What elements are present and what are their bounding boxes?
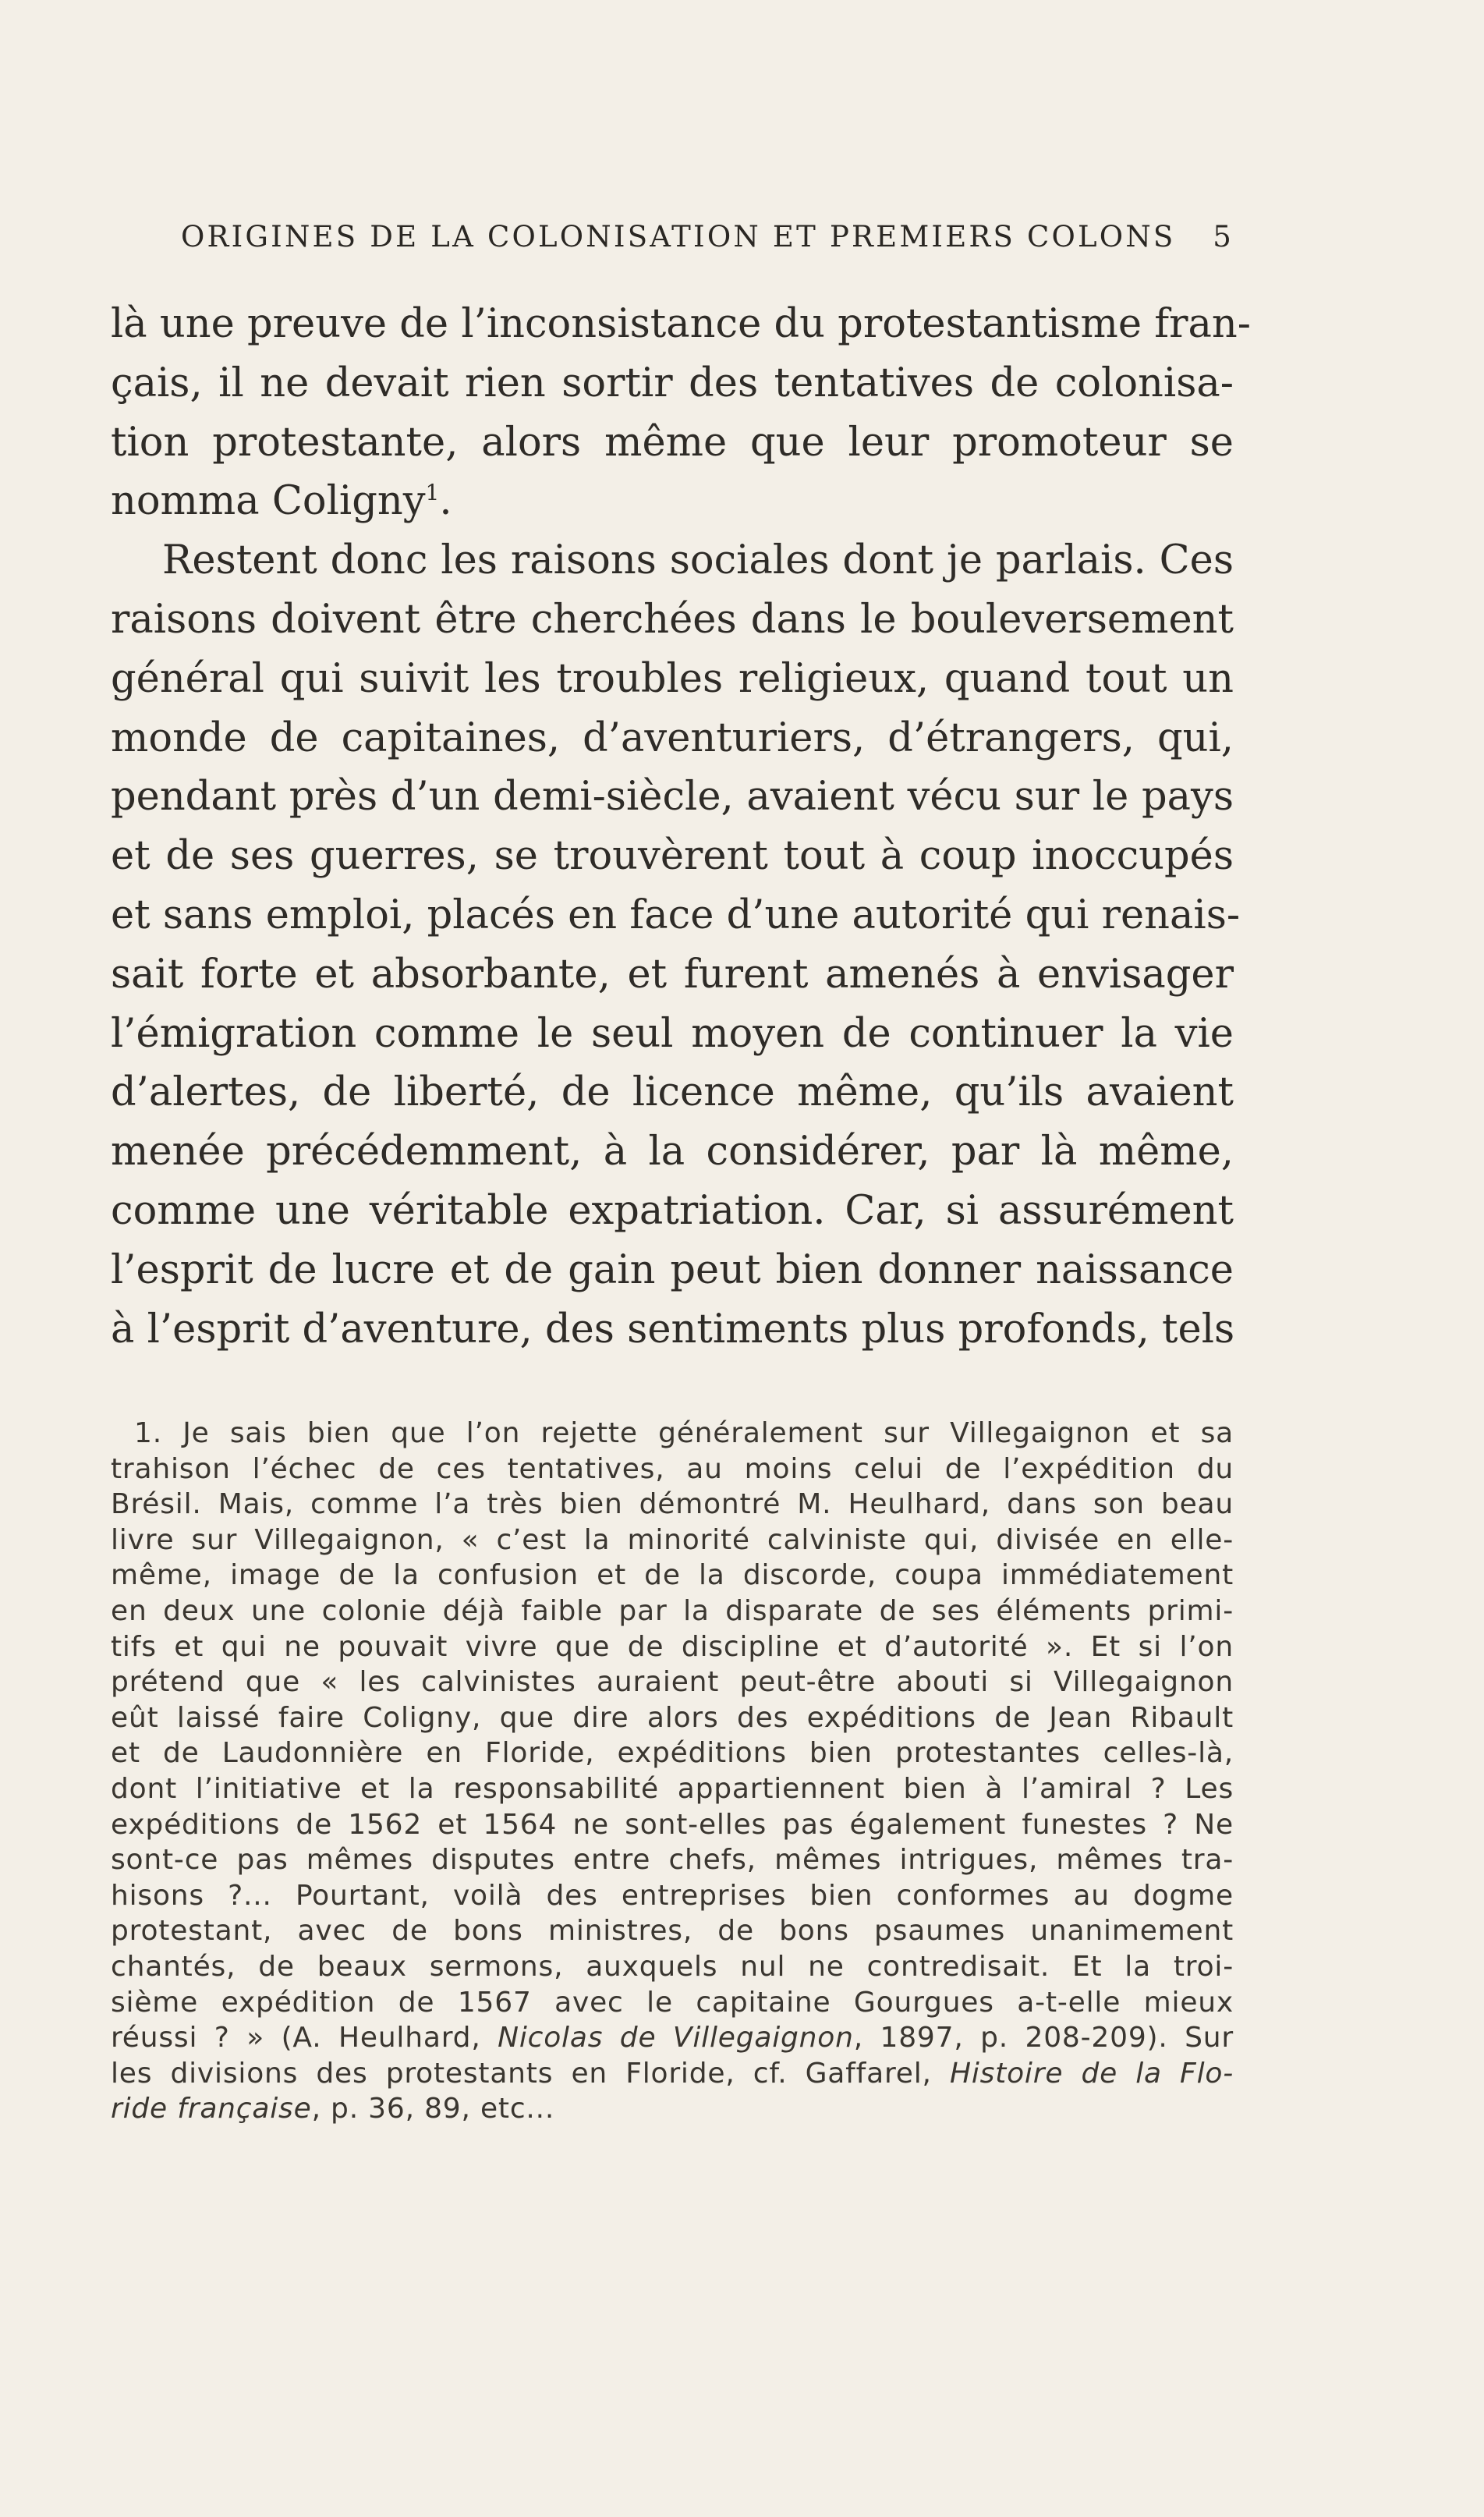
footnote-line: protestant, avec de bons ministres, de bons psaumes unanimement [111,1915,1234,1948]
body-line: pendant près d’un demi-siècle, avaient vécu sur le pays [111,774,1234,821]
body-line: sait forte et absorbante, et furent amenés à envisager [111,951,1234,998]
footnote-text: , p. 36, 89, etc... [311,2093,555,2125]
footnote-line: expéditions de 1562 et 1564 ne sont-elles pas également funestes ? Ne [111,1808,1234,1841]
body-line: Restent donc les raisons sociales dont je parlais. Ces [162,537,1234,584]
footnote-line: sont-ce pas mêmes disputes entre chefs, mêmes intrigues, mêmes tra- [111,1844,1234,1877]
footnote-text: réussi ? » (A. Heulhard, [111,2022,498,2054]
footnote-line: même, image de la confusion et de la discorde, coupa immédiatement [111,1559,1234,1592]
footnote-line: Brésil. Mais, comme l’a très bien démontré M. Heulhard, dans son beau [111,1488,1234,1521]
body-line-with-footnote-ref [111,472,1234,531]
body-line: çais, il ne devait rien sortir des tentatives de colonisa- [111,360,1234,406]
footnote-line: trahison l’échec de ces tentatives, au moins celui de l’expédition du [111,1452,1234,1485]
page-number: 5 [1213,220,1234,253]
footnote-text: , 1897, p. 208-209). Sur [853,2022,1234,2054]
footnote-reference: 1 [425,480,440,506]
footnote-line: en deux une colonie déjà faible par la disparate de ses éléments primi- [111,1594,1234,1627]
body-text [111,295,1251,1359]
body-line: et de ses guerres, se trouvèrent tout à coup inoccupés [111,833,1234,880]
book-title: ride française [111,2093,312,2125]
body-line: d’alertes, de liberté, de licence même, qu’ils avaient [111,1069,1234,1116]
body-line: menée précédemment, à la considérer, par là même, [111,1129,1234,1175]
footnote-line [111,2091,1234,2127]
footnote-line: eût laissé faire Coligny, que dire alors des expéditions de Jean Ribault [111,1701,1234,1734]
footnote-block [111,1416,1234,2127]
body-line: général qui suivit les troubles religieux, quand tout un [111,655,1234,702]
book-title: Histoire de la Flo- [949,2057,1234,2090]
running-head-title: ORIGINES DE LA COLONISATION ET PREMIERS COLONS [181,220,1176,253]
running-head [181,220,1234,259]
footnote-line: chantés, de beaux sermons, auxquels nul ne contredisait. Et la troi- [111,1950,1234,1983]
footnote-text: les divisions des protestants en Floride, cf. Gaffarel, [111,2057,950,2090]
body-line: tion protestante, alors même que leur promoteur se [111,419,1234,466]
footnote-line: dont l’initiative et la responsabilité appartiennent bien à l’amiral ? Les [111,1772,1234,1805]
footnote-line: tifs et qui ne pouvait vivre que de discipline et d’autorité ». Et si l’on [111,1630,1234,1663]
footnote-line: 1. Je sais bien que l’on rejette généralement sur Villegaignon et sa [134,1417,1234,1449]
book-title: Nicolas de Villegaignon [498,2022,854,2054]
footnote-line: prétend que « les calvinistes auraient peut-être abouti si Villegaignon [111,1666,1234,1699]
footnote-line [111,2056,1234,2092]
body-line-text: nomma Coligny [111,478,426,525]
body-line: là une preuve de l’inconsistance du protestantisme fran- [111,301,1251,347]
body-line: monde de capitaines, d’aventuriers, d’étrangers, qui, [111,714,1234,761]
body-line: comme une véritable expatriation. Car, si assurément [111,1187,1234,1234]
footnote-line: et de Laudonnière en Floride, expéditions bien protestantes celles-là, [111,1737,1234,1770]
body-line: l’esprit de lucre et de gain peut bien donner naissance [111,1246,1234,1293]
body-line: l’émigration comme le seul moyen de continuer la vie [111,1010,1234,1057]
footnote-line: livre sur Villegaignon, « c’est la minorité calviniste qui, divisée en elle- [111,1523,1234,1556]
body-line: à l’esprit d’aventure, des sentiments plus profonds, tels [111,1306,1235,1352]
body-line: et sans emploi, placés en face d’une autorité qui renais- [111,892,1241,938]
footnote-line: hisons ?... Pourtant, voilà des entreprises bien conformes au dogme [111,1879,1234,1912]
footnote-line [111,2020,1234,2056]
footnote-reference-suffix: . [439,478,452,525]
body-line: raisons doivent être cherchées dans le bouleversement [111,596,1234,643]
footnote-line: sième expédition de 1567 avec le capitaine Gourgues a-t-elle mieux [111,1986,1234,2019]
